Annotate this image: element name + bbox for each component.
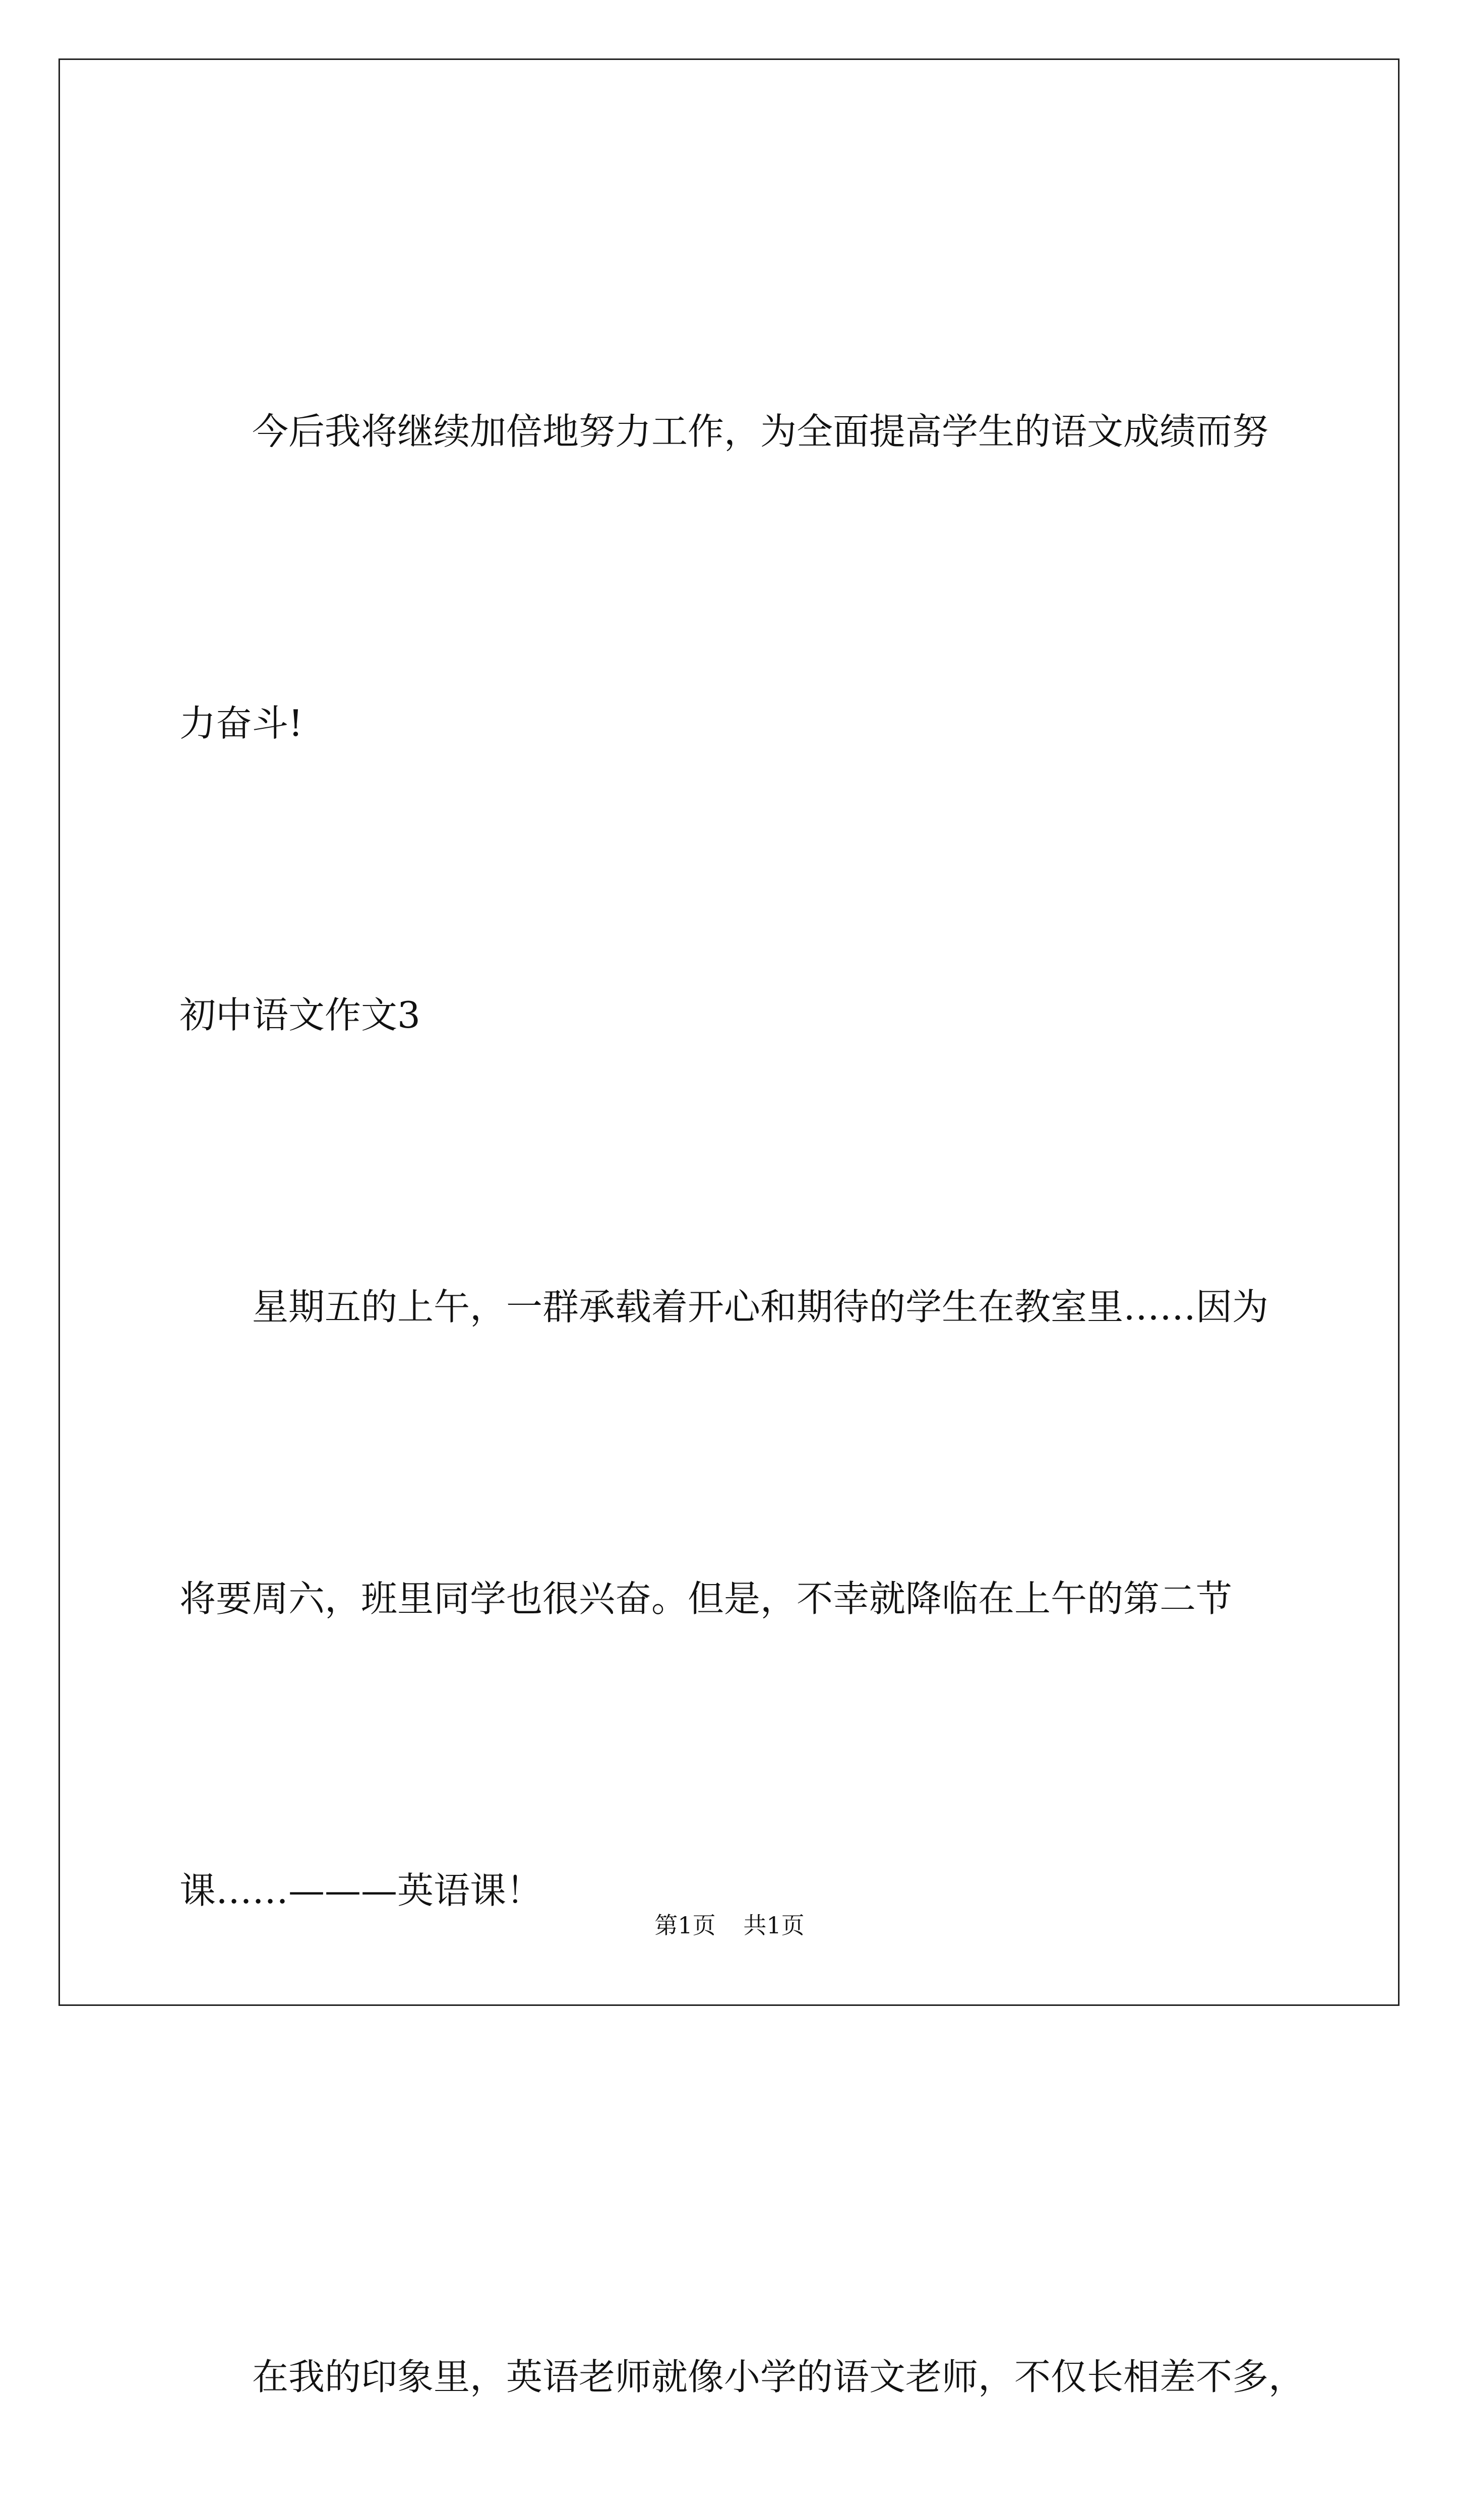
- text-line: 今后我将继续加倍地努力工作，为全面提高学生的语文成绩而努: [252, 410, 1269, 453]
- paragraph-1: [179, 188, 1289, 967]
- document-body: [179, 188, 1305, 2520]
- page-total: 共1页: [743, 1912, 805, 1939]
- section-heading: 初中语文作文3: [179, 994, 420, 1036]
- text-line: 星期五的上午，一群承载着开心和期待的学生在教室里……因为: [252, 1286, 1269, 1328]
- text-line: 力奋斗!: [179, 702, 303, 744]
- text-line: 在我的印象里，英语老师就像小学的语文老师，不仅长相差不多，: [252, 2356, 1305, 2398]
- page-number: 第1页: [654, 1912, 716, 1939]
- paragraph-3: [179, 2134, 1305, 2520]
- page-footer: [0, 1910, 1459, 1940]
- paragraph-2: [179, 1064, 1289, 2134]
- text-line: 将要周六，班里同学也很兴奋。但是，不幸就降临在上午的第二节: [179, 1578, 1233, 1620]
- text-line: 课……———英语课！: [179, 1869, 543, 1912]
